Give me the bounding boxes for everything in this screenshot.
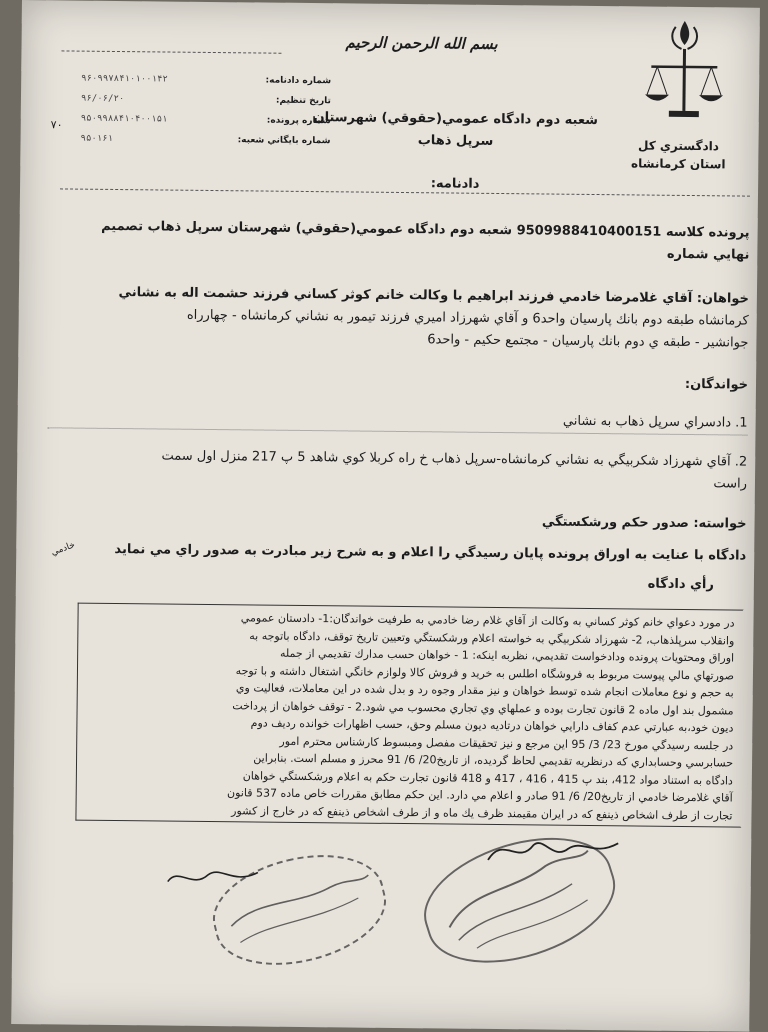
ruling-line: صورتهاي مالي پيوست مربوط به فروشگاه اطلس به خريد و فروش كالا ولوازم خانگي اشتغال داشته و با توجه <box>235 663 735 682</box>
case-meta-box <box>80 69 331 152</box>
verdict-number-label: دادنامه: <box>430 176 480 192</box>
court-intro: دادگاه با عنايت به اوراق پرونده پايان رسيدگي را اعلام و به شرح زير مبادرت به صدور راي مي نمايد <box>114 541 747 564</box>
ruling-line: مشمول بند اول ماده 2 قانون تجارت بوده و عملهاي وي تجاري محسوب مي شود.2 - توقف خواهان از پرداخت <box>232 698 734 717</box>
ruling-line: تجارت از طرف اشخاص ذينفع كه در ايران مقيمند ظرف يك ماه و از طرف اشخاص ذينفع كه در خارج از كشور <box>231 803 733 822</box>
meta-value: ۹۶۰۹۹۷۸۴۱۰۱۰۰۱۴۲ <box>81 73 168 85</box>
ruling-line: آقاي غلامرضا خادمي از تاريخ20/ 6/ 91 صادر و اعلام مي دارد. اين حكم مطابق مقررات خاص ماده 537 قانون <box>227 786 733 805</box>
case-caption: پرونده كلاسه 9509988410400151 شعبه دوم دادگاه عمومي(حقوقي) شهرستان سرپل ذهاب تصميم <box>101 218 750 241</box>
court-branch-title: شعبه دوم دادگاه عمومي(حقوقي) شهرستان سرپل ذهاب <box>313 110 599 149</box>
document-body <box>46 215 750 567</box>
meta-row-case-number <box>81 109 331 132</box>
claim-line: خواسته: صدور حكم ورشكستگي <box>541 514 747 532</box>
meta-row-verdict-number <box>81 69 331 92</box>
defendant-item: 2. آقاي شهرزاد شكربيگي به نشاني كرمانشاه-سرپل ذهاب خ راه كربلا كوي شاهد 5 پ 217 منزل اول سمت <box>161 448 748 470</box>
meta-value: ۹۵۰۱۶۱ <box>80 133 114 144</box>
defendants-label: خواندگان: <box>684 376 749 393</box>
defendant-item-continued: راست <box>713 476 748 492</box>
page-mark: ۷۰ <box>50 118 63 132</box>
ruling-line: دادگاه به استناد مواد 412، بند پ 415 ، 416 ، 417 و 418 قانون تجارت حكم به اعلام ورشكستگي خواهان <box>242 768 733 787</box>
margin-note: خادمي <box>49 540 77 558</box>
ruling-line: اوراق ومحتويات پرونده ودادخواست تقديمي، نظربه اينكه: 1 - خواهان حسب مدارك تقديمي از جمله <box>279 646 735 665</box>
meta-label: تاريخ تنظيم: <box>275 95 332 107</box>
ruling-line: حسابرسي وحسابداري كه درنظريه تقديمي لحاظ گرديده، از تاريخ20/ 6/ 91 محرز و مسلم است. بنابراين <box>253 751 734 770</box>
ruling-heading: رأي دادگاه <box>647 576 714 593</box>
ruling-line: به حجم و نوع معاملات انجام شده توسط خواهان و نيز مقدار وجوه رد و بدل شده در اين معاملات، فعاليت وي <box>235 681 734 700</box>
meta-row-archive-number <box>80 129 330 152</box>
scales-of-justice-emblem <box>639 14 730 125</box>
meta-value: ۹۵۰۹۹۸۸۴۱۰۴۰۰۱۵۱ <box>80 113 168 125</box>
court-document-page <box>11 0 760 1032</box>
signature <box>483 830 623 871</box>
ruling-line: ديون خود،به عبارتي عدم كفاف دارايي خواهان درتاديه ديون مسلم وحق، حسب اظهارات خوانده رديف دوم <box>250 716 734 735</box>
plaintiff-line: كرمانشاه طبقه دوم بانك پارسيان واحد6 و آقاي شهرزاد اميري فرزند تيمور به نشاني كرمانشاه - چهارراه <box>186 307 749 329</box>
plaintiff-line: خواهان: آقاي غلامرضا خادمي فرزند ابراهيم با وكالت خانم كوثر كساني فرزند حشمت اله به نشاني <box>118 285 749 307</box>
ruling-text-box <box>75 603 743 828</box>
plaintiff-line: جوانشير - طبقه ي دوم بانك پارسيان - مجتمع حكيم - واحد6 <box>427 332 749 351</box>
meta-value: ۹۶/۰۶/۲۰ <box>80 93 125 105</box>
ruling-line: در مورد دعواي خانم كوثر كساني به وكالت از آقاي غلام رضا خادمي به طرفيت خواندگان:1- دادستان عمومي <box>240 611 735 630</box>
divider <box>61 50 281 53</box>
ruling-line: در جلسه رسيدگي مورخ 23/ 3/ 95 اين مرجع و نيز تحقيقات مفصل ومبسوط كارشناس محترم امور <box>279 734 734 752</box>
meta-label: شماره پرونده: <box>266 115 331 127</box>
case-caption-continued: نهايي شماره <box>666 246 750 263</box>
ruling-line: وانقلاب سرپلذهاب، 2- شهرزاد شكربيگي به خواسته اعلام ورشكستگي وتعيين تاريخ توقف، دادگاه باتوجه به <box>249 628 735 647</box>
basmala-calligraphy: بسم الله الرحمن الرحيم <box>345 33 498 53</box>
meta-row-date <box>81 89 331 112</box>
organization-name: دادگستري كل استان كرمانشاه <box>631 138 726 172</box>
signature <box>163 857 263 898</box>
meta-label: شماره بايگاني شعبه: <box>237 135 331 147</box>
meta-label: شماره دادنامه: <box>265 75 332 87</box>
letterhead <box>20 0 760 208</box>
defendant-item: 1. دادسراي سرپل ذهاب به نشاني <box>48 405 748 435</box>
